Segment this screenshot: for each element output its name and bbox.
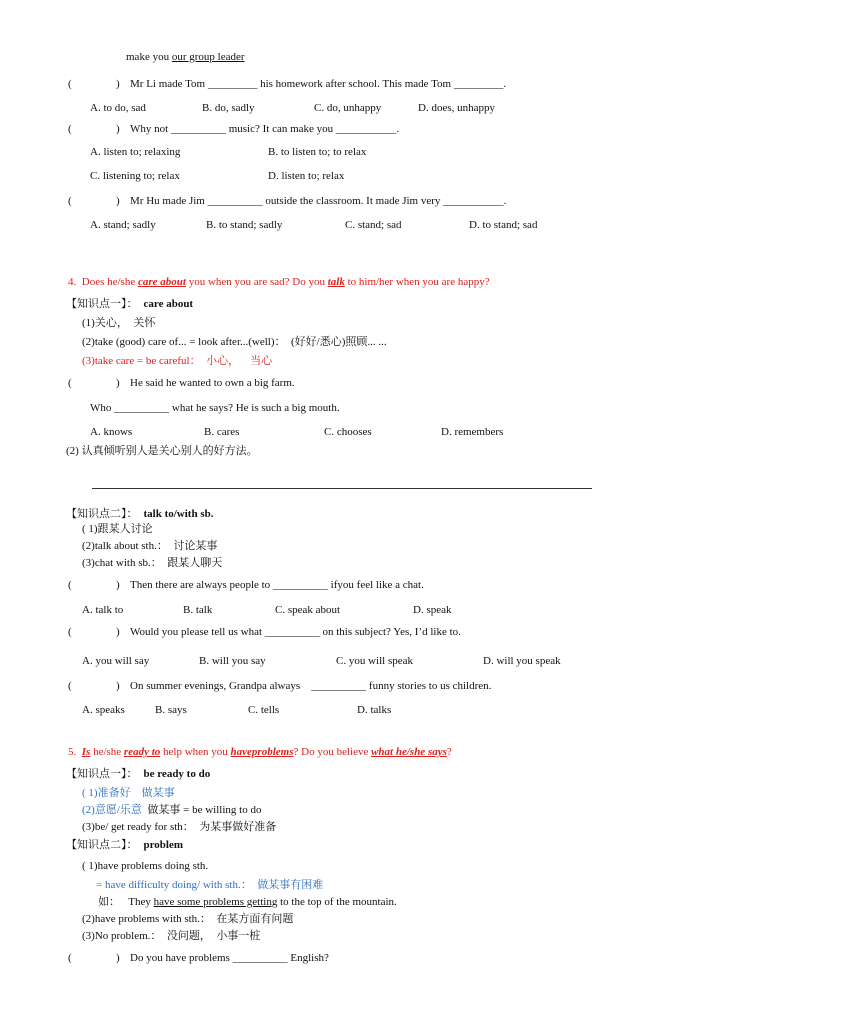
section-heading-4: 4. Does he/she care about you when you are sad? Do you talk to him/her when you are happy? bbox=[68, 276, 490, 288]
option-a: A. listen to; relaxing bbox=[90, 146, 181, 158]
answer-paren-close: ) bbox=[116, 78, 120, 90]
answer-paren-close: ) bbox=[116, 123, 120, 135]
answer-paren-close: ) bbox=[116, 626, 120, 638]
section-heading-5: 5. Is he/she ready to help when you haveproblems? Do you believe what he/she says? bbox=[68, 746, 452, 758]
knowledge-point-heading: 【知识点二】： talk to/with sb. bbox=[66, 508, 214, 520]
option-b: B. will you say bbox=[199, 655, 266, 667]
answer-paren-close: ) bbox=[116, 195, 120, 207]
note-line: (3)take care = be careful： 小心， 当心 bbox=[82, 355, 273, 367]
answer-paren-open: ( bbox=[68, 377, 72, 389]
option-c: C. listening to; relax bbox=[90, 170, 180, 182]
option-c: C. tells bbox=[248, 704, 280, 716]
note-line: ( 1)准备好 做某事 bbox=[82, 787, 175, 799]
option-d: D. to stand; sad bbox=[469, 219, 538, 231]
option-b: B. talk bbox=[183, 604, 213, 616]
answer-paren-close: ) bbox=[116, 377, 120, 389]
answer-paren-close: ) bbox=[116, 680, 120, 692]
note-line: (3)chat with sb.： 跟某人聊天 bbox=[82, 557, 223, 569]
answer-paren-close: ) bbox=[116, 952, 120, 964]
answer-paren-open: ( bbox=[68, 952, 72, 964]
note-line: (2)talk about sth.： 讨论某事 bbox=[82, 540, 218, 552]
answer-paren-open: ( bbox=[68, 626, 72, 638]
option-d: D. will you speak bbox=[483, 655, 561, 667]
option-c: C. stand; sad bbox=[345, 219, 402, 231]
option-d: D. remembers bbox=[441, 426, 504, 438]
option-a: A. you will say bbox=[82, 655, 150, 667]
note-line: = have difficulty doing/ with sth.： 做某事有困难 bbox=[96, 879, 324, 891]
option-d: D. speak bbox=[413, 604, 452, 616]
question-text: Mr Li made Tom _________ his homework after school. This made Tom _________. bbox=[130, 78, 507, 90]
option-b: B. cares bbox=[204, 426, 240, 438]
question-text: Do you have problems __________ English? bbox=[130, 952, 329, 964]
option-a: A. stand; sadly bbox=[90, 219, 156, 231]
answer-paren-open: ( bbox=[68, 123, 72, 135]
knowledge-point-heading: 【知识点二】： problem bbox=[66, 839, 184, 851]
knowledge-point-heading: 【知识点一】： care about bbox=[66, 298, 194, 310]
option-d: D. talks bbox=[357, 704, 392, 716]
question-text: Would you please tell us what __________ on this subject? Yes, I’d like to. bbox=[130, 626, 461, 638]
note-line: (2)意愿/乐意 做某事 = be willing to do bbox=[82, 804, 262, 816]
question-text: Then there are always people to __________ ifyou feel like a chat. bbox=[130, 579, 424, 591]
option-c: C. you will speak bbox=[336, 655, 413, 667]
option-b: B. to listen to; to relax bbox=[268, 146, 367, 158]
answer-paren-open: ( bbox=[68, 579, 72, 591]
note-line: ( 1)跟某人讨论 bbox=[82, 523, 153, 535]
option-a: A. to do, sad bbox=[90, 102, 146, 114]
option-c: C. speak about bbox=[275, 604, 341, 616]
option-d: D. does, unhappy bbox=[418, 102, 495, 114]
question-text: Why not __________ music? It can make you ___________. bbox=[130, 123, 400, 135]
option-a: A. knows bbox=[90, 426, 133, 438]
example-line: 如： They have some problems getting to the top of the mountain. bbox=[98, 896, 397, 908]
option-b: B. do, sadly bbox=[202, 102, 255, 114]
option-text: make you our group leader bbox=[126, 51, 245, 63]
note-line: (3)be/ get ready for sth： 为某事做好准备 bbox=[82, 821, 277, 833]
answer-paren-open: ( bbox=[68, 680, 72, 692]
answer-paren-close: ) bbox=[116, 579, 120, 591]
answer-line[interactable] bbox=[92, 488, 592, 489]
question-text: He said he wanted to own a big farm. bbox=[130, 377, 295, 389]
question-text: On summer evenings, Grandpa always __________ funny stories to us children. bbox=[130, 680, 492, 692]
option-d: D. listen to; relax bbox=[268, 170, 345, 182]
option-c: C. do, unhappy bbox=[314, 102, 382, 114]
translation-task: (2) 认真倾听别人是关心别人的好方法。 bbox=[66, 445, 258, 457]
option-a: A. speaks bbox=[82, 704, 125, 716]
option-c: C. chooses bbox=[324, 426, 372, 438]
note-line: (3)No problem.： 没问题， 小事一桩 bbox=[82, 930, 261, 942]
note-line: (1)关心， 关怀 bbox=[82, 317, 156, 329]
note-line: ( 1)have problems doing sth. bbox=[82, 860, 209, 872]
note-line: (2)have problems with sth.： 在某方面有问题 bbox=[82, 913, 294, 925]
answer-paren-open: ( bbox=[68, 195, 72, 207]
knowledge-point-heading: 【知识点一】： be ready to do bbox=[66, 768, 211, 780]
option-b: B. says bbox=[155, 704, 187, 716]
answer-paren-open: ( bbox=[68, 78, 72, 90]
question-text: Who __________ what he says? He is such a big mouth. bbox=[90, 402, 340, 414]
option-a: A. talk to bbox=[82, 604, 124, 616]
option-b: B. to stand; sadly bbox=[206, 219, 283, 231]
question-text: Mr Hu made Jim __________ outside the classroom. It made Jim very ___________. bbox=[130, 195, 507, 207]
note-line: (2)take (good) care of... = look after...(well)： (好好/悉心)照顾... ... bbox=[82, 336, 387, 348]
